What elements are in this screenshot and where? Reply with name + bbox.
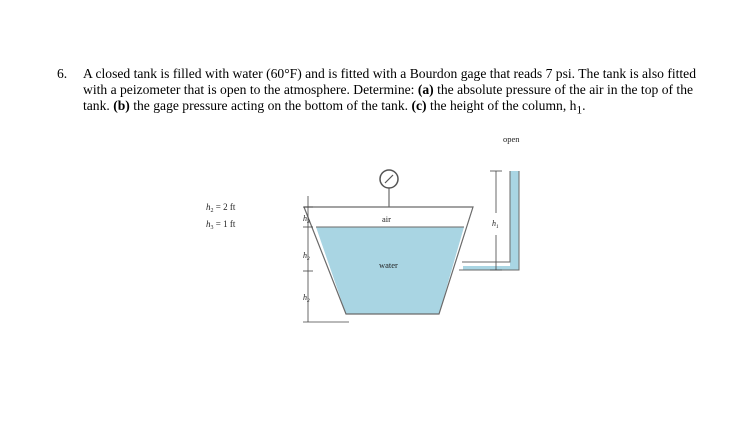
air-label: air bbox=[382, 214, 391, 224]
part-b-label: (b) bbox=[113, 98, 130, 113]
part-c-end: . bbox=[582, 98, 586, 113]
water-label: water bbox=[379, 260, 398, 270]
h2-upper-label: $h_2$ bbox=[303, 251, 310, 262]
h3-label: $h_3$ bbox=[303, 214, 310, 225]
given-h3: $h_3 = 1$ ft bbox=[206, 219, 236, 231]
water-fill bbox=[316, 227, 464, 314]
part-a-text: the absolute pressure of the air in the top of the tank. bbox=[83, 82, 694, 113]
problem-number: 6. bbox=[57, 66, 68, 81]
piezometer-tube bbox=[462, 171, 510, 262]
given-h2: $h_2 = 2$ ft bbox=[206, 202, 236, 214]
problem-intro: A closed tank is filled with water (60°F) and is fitted with a Bourdon gage that reads 7 psi. The tank is also fitted with a peizometer that is open to the atmosphere. Determine: bbox=[83, 66, 697, 97]
part-c-text: the height of the column, h bbox=[426, 98, 577, 113]
part-a-label: (a) bbox=[417, 82, 434, 97]
h1-label: $h_1$ bbox=[492, 219, 499, 230]
part-c-subscript: 1 bbox=[576, 104, 583, 117]
h2-lower-label: $h_2$ bbox=[303, 293, 310, 304]
piezometer-column-water bbox=[510, 171, 519, 270]
part-c-label: (c) bbox=[411, 98, 427, 113]
part-b-text: the gage pressure acting on the bottom of the tank. bbox=[129, 98, 412, 113]
open-label: open bbox=[503, 134, 520, 144]
